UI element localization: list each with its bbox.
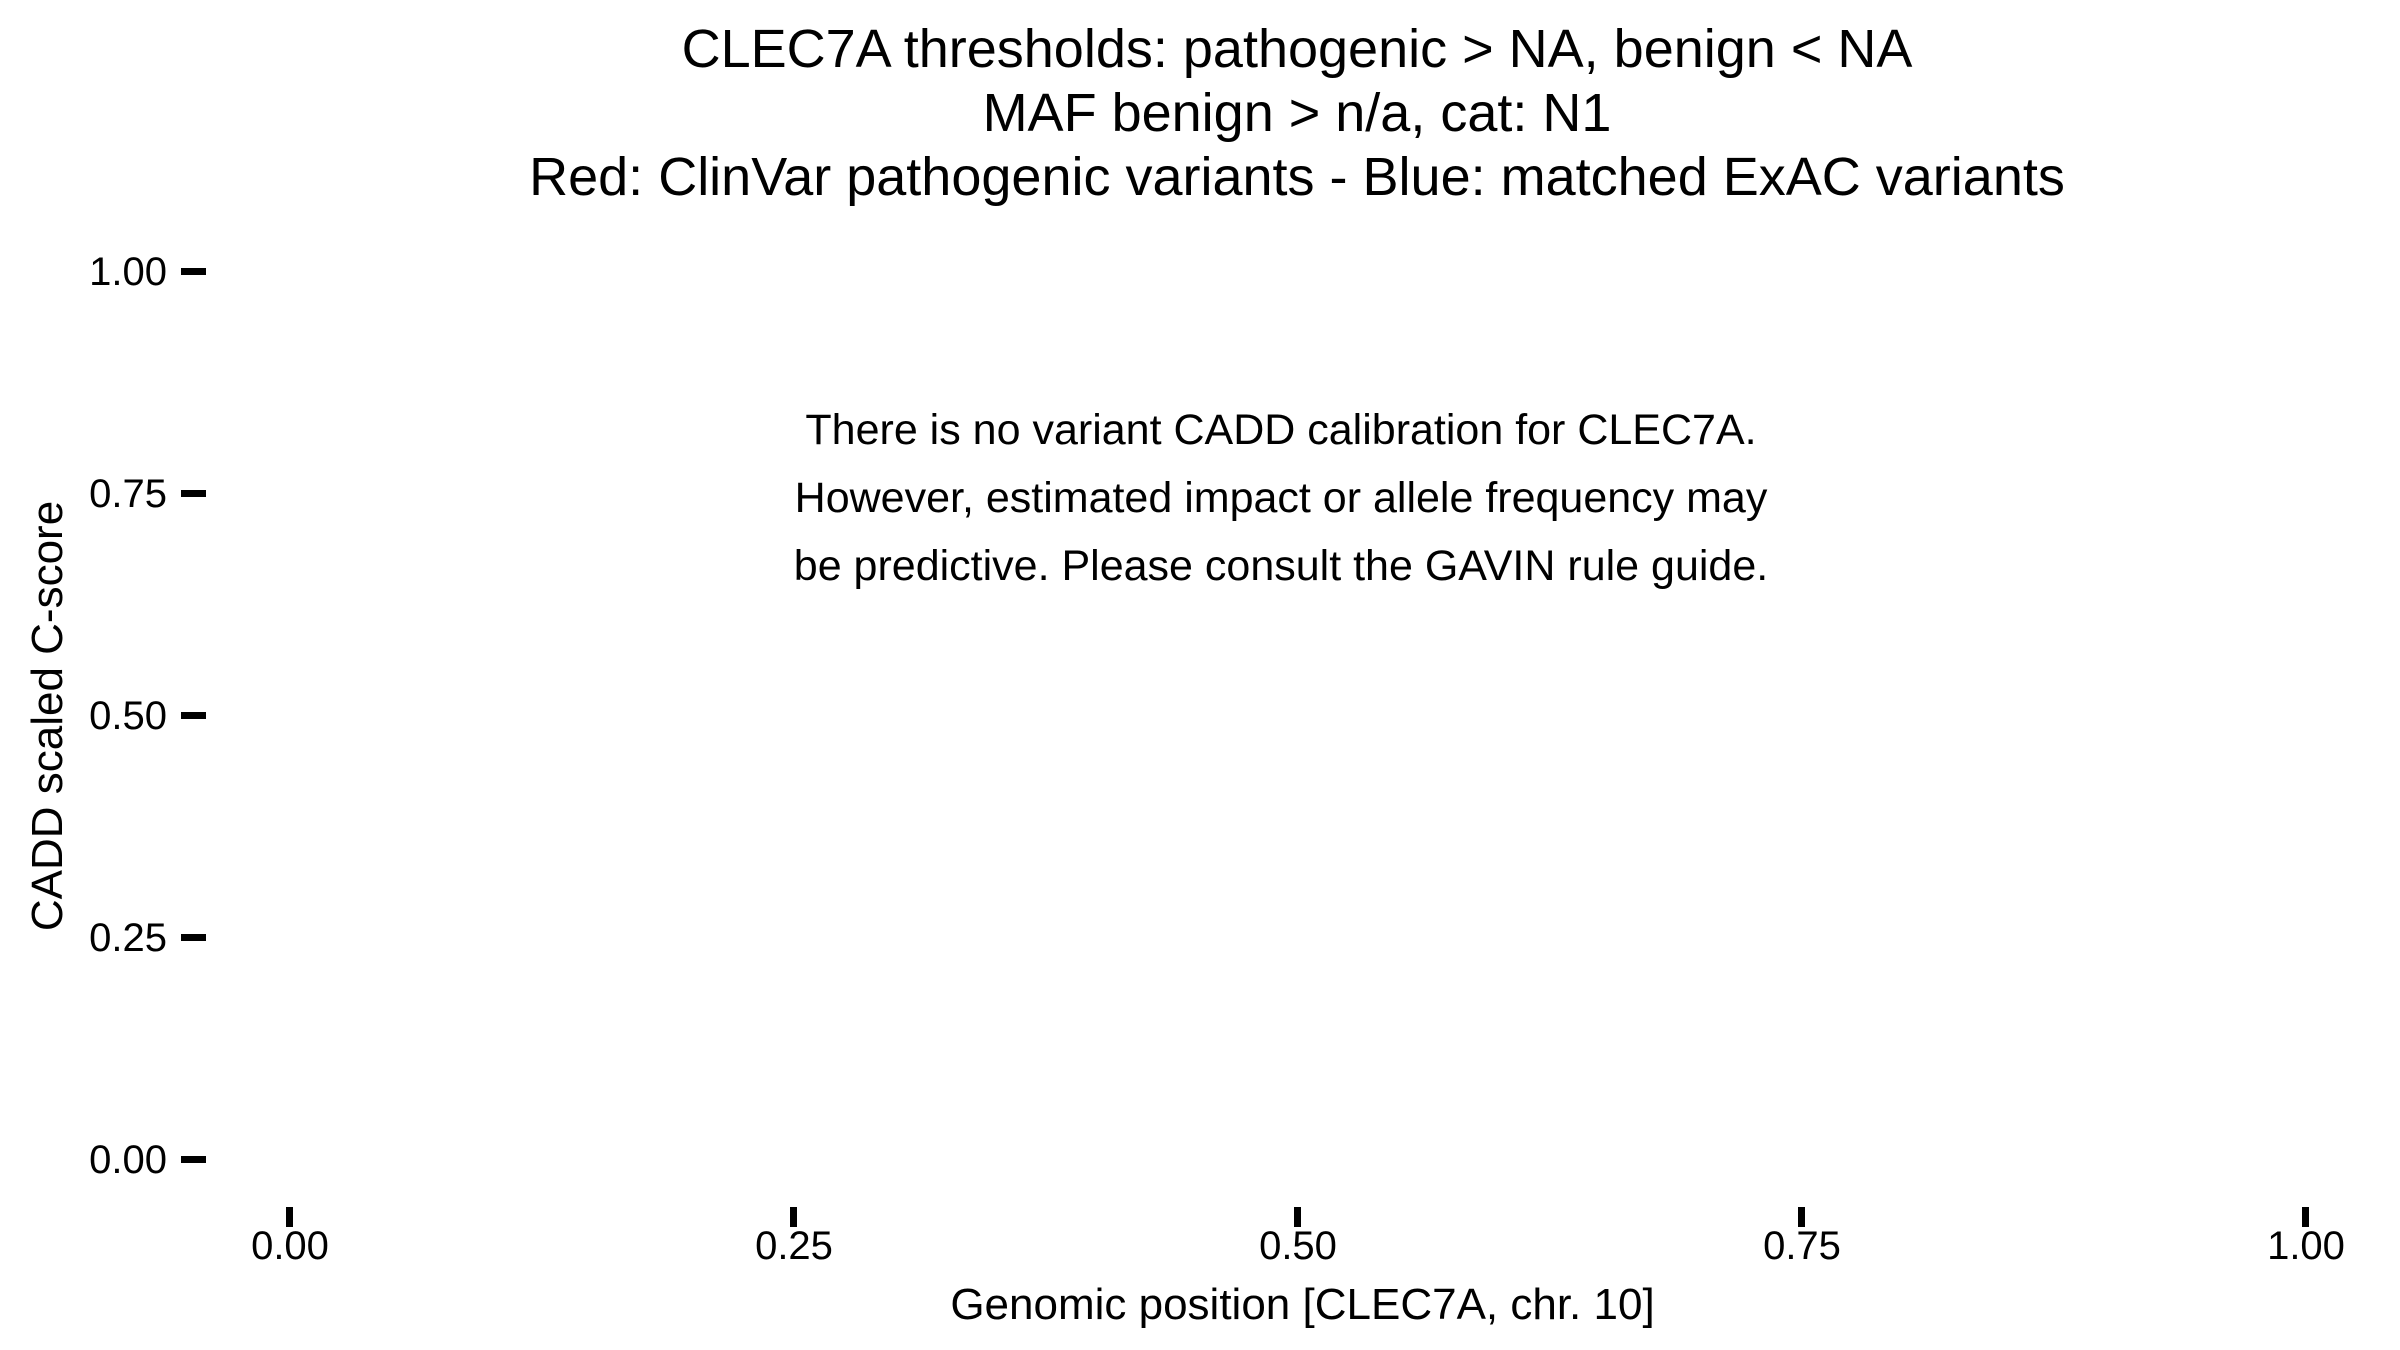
x-tick-label: 1.00 (2267, 1224, 2345, 1268)
annotation-line1: There is no variant CADD calibration for CLEC7A. (805, 406, 1757, 454)
x-tick-label: 0.00 (251, 1224, 329, 1268)
y-tick-mark (181, 712, 206, 719)
y-tick-label: 0.50 (89, 694, 167, 738)
y-tick-mark (181, 934, 206, 941)
plot-title-line1: CLEC7A thresholds: pathogenic > NA, benign < NA (681, 19, 1913, 79)
y-tick-label: 1.00 (89, 250, 167, 294)
x-tick-label: 0.50 (1259, 1224, 1337, 1268)
plot-title-line3: Red: ClinVar pathogenic variants - Blue: matched ExAC variants (529, 147, 2065, 207)
x-axis-title: Genomic position [CLEC7A, chr. 10] (950, 1280, 1655, 1329)
y-tick-label: 0.75 (89, 472, 167, 516)
y-axis-title: CADD scaled C-score (23, 500, 72, 932)
y-tick-mark (181, 1156, 206, 1163)
plot-title (194, 17, 2400, 209)
x-tick-label: 0.25 (755, 1224, 833, 1268)
y-tick-mark (181, 268, 206, 275)
annotation-line3: be predictive. Please consult the GAVIN rule guide. (793, 542, 1769, 590)
annotation-line2: However, estimated impact or allele frequency may (794, 474, 1768, 522)
x-tick-label: 0.75 (1763, 1224, 1841, 1268)
plot-title-line2: MAF benign > n/a, cat: N1 (982, 83, 1612, 143)
y-tick-label: 0.00 (89, 1138, 167, 1182)
no-calibration-annotation (162, 396, 2400, 600)
y-tick-label: 0.25 (89, 916, 167, 960)
